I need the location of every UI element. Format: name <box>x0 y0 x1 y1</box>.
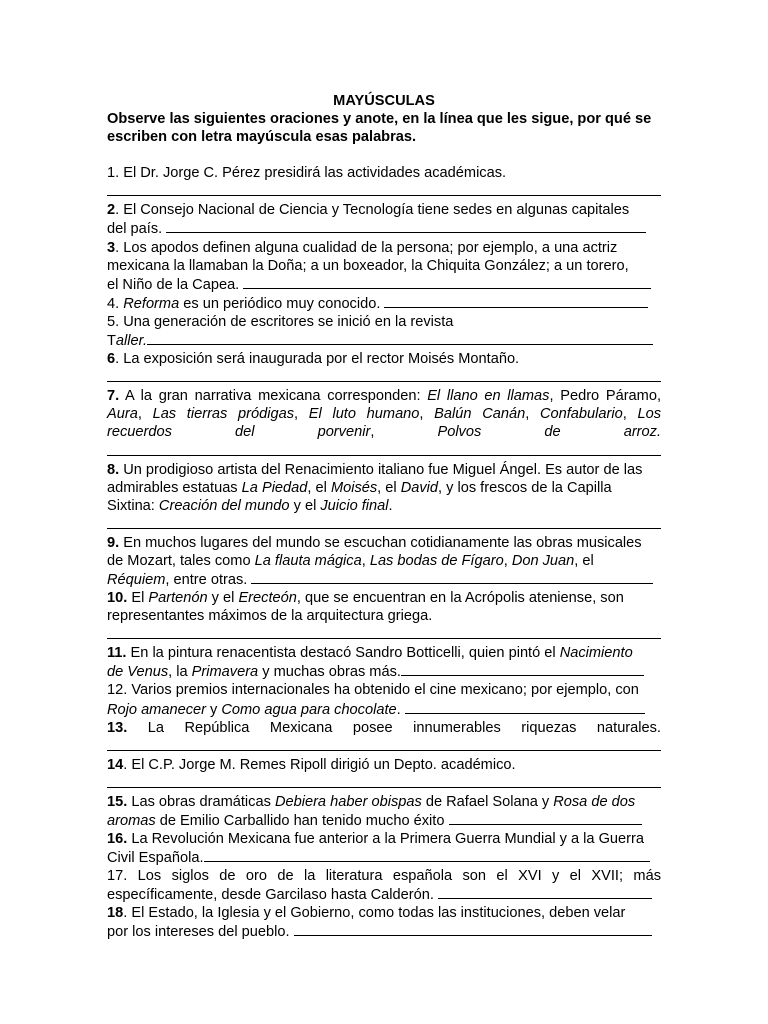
exercise-10 <box>107 589 661 625</box>
separator: , <box>370 424 375 441</box>
item-text: y el <box>207 590 239 607</box>
italic-title: Partenón <box>148 590 208 607</box>
italic-title: Réquiem <box>107 571 166 588</box>
separator: , <box>361 552 370 569</box>
italic-title: La flauta mágica <box>254 552 362 569</box>
italic-title: Debiera haber obispas <box>274 793 422 810</box>
item-text: por los intereses del pueblo. <box>107 924 294 941</box>
item-text: , entre otras. <box>165 571 252 588</box>
item-text: , la <box>168 664 192 681</box>
item-text: y el <box>289 497 321 514</box>
answer-line-9[interactable] <box>251 570 653 584</box>
item-number: 15. <box>107 793 128 810</box>
italic-title: Rojo amanecer <box>107 701 206 718</box>
separator: , <box>525 406 540 423</box>
italic-title: porvenir <box>317 424 371 441</box>
item-number: 11. <box>107 645 127 662</box>
answer-line-2[interactable] <box>166 219 646 233</box>
item-number: 9. <box>107 534 120 551</box>
answer-line-16[interactable] <box>204 848 650 862</box>
item-number: 7. <box>107 388 120 405</box>
italic-title: Aura <box>107 406 138 423</box>
italic-title: Don Juan <box>511 552 575 569</box>
answer-line-5[interactable] <box>147 331 653 345</box>
item-number: 16. <box>107 831 128 847</box>
italic-title: Los <box>637 406 661 423</box>
text-line <box>107 405 661 423</box>
italic-title: Rosa de dos <box>553 793 636 810</box>
item-number: 2 <box>107 202 116 219</box>
item-text: . El Estado, la Iglesia y el Gobierno, como todas las instituciones, deben velar <box>123 905 626 922</box>
item-text: Las obras dramáticas <box>127 793 275 810</box>
item-text: de Mozart, tales como <box>107 552 255 569</box>
exercise-8 <box>107 461 661 515</box>
item-text: La República Mexicana posee innumerables riquezas naturales. <box>127 719 661 736</box>
answer-line-11[interactable] <box>401 662 644 676</box>
item-text: . El C.P. Jorge M. Remes Ripoll dirigió un Depto. académico. <box>123 756 516 773</box>
item-text: . <box>388 497 393 514</box>
italic-title: David <box>400 479 439 496</box>
item-number: 14 <box>107 756 124 773</box>
separator: , <box>137 406 153 423</box>
item-text: A la gran narrativa mexicana corresponden: <box>119 388 428 405</box>
italic-title: de <box>544 424 561 441</box>
item-text: . <box>396 701 405 718</box>
worksheet-content <box>107 92 661 942</box>
item-text: . Los apodos definen alguna cualidad de la persona; por ejemplo, a una actriz <box>115 239 618 256</box>
item-text: Varios premios internacionales ha obtenido el cine mexicano; por ejemplo, con <box>127 682 639 699</box>
item-number: 1. <box>107 165 120 182</box>
italic-title: Creación del mundo <box>158 497 290 514</box>
item-number: 17. <box>107 868 128 885</box>
exercise-9 <box>107 534 661 589</box>
answer-line-7[interactable] <box>107 442 661 456</box>
italic-title: Como agua para chocolate <box>221 701 397 718</box>
page-title: MAYÚSCULAS <box>333 93 435 109</box>
item-text: Los siglos de oro de la literatura española son el XVI y el XVII; más <box>127 868 661 885</box>
exercise-3 <box>107 239 661 294</box>
exercise-14 <box>107 756 661 774</box>
item-number: 8. <box>107 461 120 478</box>
item-text: admirables estatuas <box>107 479 242 496</box>
item-text: de Emilio Carballido han tenido mucho éxito <box>155 812 449 829</box>
italic-title: del <box>235 424 255 441</box>
separator: , el <box>377 479 401 496</box>
answer-line-17[interactable] <box>438 885 652 899</box>
item-text: T <box>107 333 116 350</box>
item-text: mexicana la llamaban la Doña; a un boxeador, la Chiquita González; a un torero, <box>107 257 629 274</box>
exercise-6 <box>107 350 661 368</box>
exercise-11 <box>107 644 661 681</box>
separator: , el <box>307 479 331 496</box>
exercise-5 <box>107 313 661 350</box>
exercise-15 <box>107 793 661 830</box>
exercise-12 <box>107 681 661 718</box>
item-text: específicamente, desde Garcilaso hasta Calderón. <box>107 887 438 904</box>
text-line <box>107 387 661 405</box>
item-text: , el <box>574 552 594 569</box>
item-number: 13. <box>107 719 128 736</box>
italic-title: recuerdos <box>107 424 172 441</box>
exercise-4 <box>107 294 661 313</box>
exercise-13 <box>107 719 661 737</box>
item-text: . El Consejo Nacional de Ciencia y Tecnología tiene sedes en algunas capitales <box>115 202 630 219</box>
exercise-16 <box>107 830 661 867</box>
item-text: es un periódico muy conocido. <box>179 295 385 312</box>
answer-line-3[interactable] <box>243 275 651 289</box>
item-text: , que se encuentran en la Acrópolis ateniense, son <box>296 590 624 607</box>
italic-title: Las tierras pródigas <box>152 406 295 423</box>
item-text: La Revolución Mexicana fue anterior a la Primera Guerra Mundial y a la Guerra <box>127 831 644 847</box>
italic-title: Nacimiento <box>559 645 633 662</box>
italic-title: Moisés <box>330 479 378 496</box>
item-text: , Pedro Páramo, <box>549 388 662 405</box>
answer-line-14[interactable] <box>107 774 661 788</box>
italic-title: Primavera <box>191 664 259 681</box>
item-number: 10. <box>107 590 128 607</box>
item-text: El <box>127 590 149 607</box>
item-number: 18 <box>107 905 124 922</box>
item-text: En la pintura renacentista destacó Sandro Botticelli, quien pintó el <box>126 645 560 662</box>
separator: , <box>294 406 309 423</box>
item-text: representantes máximos de la arquitectura griega. <box>107 608 433 625</box>
italic-title: Confabulario <box>539 406 623 423</box>
answer-line-4[interactable] <box>384 294 648 308</box>
answer-line-18[interactable] <box>294 922 652 936</box>
italic-title: Erecteón <box>238 590 297 607</box>
exercise-2 <box>107 201 661 238</box>
item-text: de Rafael Solana y <box>421 793 554 810</box>
answer-line-8[interactable] <box>107 515 661 529</box>
item-text: y muchas obras más. <box>258 664 401 681</box>
answer-line-13[interactable] <box>107 737 661 751</box>
item-text: del país. <box>107 221 167 238</box>
answer-line-12[interactable] <box>405 700 645 714</box>
item-text: Civil Española. <box>107 850 204 867</box>
item-text: y <box>205 701 222 718</box>
italic-title: de Venus <box>107 664 169 681</box>
answer-line-10[interactable] <box>107 625 661 639</box>
item-text: El Dr. Jorge C. Pérez presidirá las actividades académicas. <box>119 165 507 182</box>
exercise-18 <box>107 904 661 941</box>
italic-title: Juicio final <box>320 497 389 514</box>
answer-line-15[interactable] <box>449 811 642 825</box>
item-text: Un prodigioso artista del Renacimiento italiano fue Miguel Ángel. Es autor de las <box>119 461 643 478</box>
text-line <box>107 867 661 885</box>
answer-line-6[interactable] <box>107 368 661 382</box>
text-line <box>107 423 661 441</box>
item-text: . La exposición será inaugurada por el rector Moisés Montaño. <box>115 351 520 368</box>
italic-title: Las bodas de Fígaro <box>369 552 504 569</box>
answer-line-1[interactable] <box>107 182 661 196</box>
item-number: 3 <box>107 239 116 256</box>
item-number: 4. <box>107 295 124 312</box>
separator: , <box>622 406 638 423</box>
instructions: Observe las siguientes oraciones y anote, en la línea que les sigue, por qué se escriben con letra mayúscula esas palabras. <box>107 111 652 146</box>
item-text: Sixtina: <box>107 497 159 514</box>
exercise-1 <box>107 164 661 182</box>
separator: , <box>419 406 435 423</box>
exercise-7 <box>107 387 661 441</box>
italic-title: Balún Canán <box>434 406 526 423</box>
item-text: el Niño de la Capea. <box>107 276 244 293</box>
italic-title: Polvos <box>437 424 482 441</box>
italic-title: aromas <box>107 812 156 829</box>
item-number: 6 <box>107 351 116 368</box>
italic-title: El luto humano <box>308 406 420 423</box>
exercise-17 <box>107 867 661 904</box>
item-text: En muchos lugares del mundo se escuchan cotidianamente las obras musicales <box>119 534 642 551</box>
item-number: 5. <box>107 313 120 330</box>
italic-title: arroz. <box>623 424 662 441</box>
italic-title: Reforma <box>123 295 180 312</box>
item-number: 12. <box>107 682 128 699</box>
item-text: , y los frescos de la Capilla <box>438 479 612 496</box>
italic-title: aller. <box>115 333 148 350</box>
separator: , <box>503 552 512 569</box>
italic-title: La Piedad <box>241 479 308 496</box>
italic-title: El llano en llamas <box>427 388 550 405</box>
item-text: Una generación de escritores se inició en la revista <box>119 313 454 330</box>
